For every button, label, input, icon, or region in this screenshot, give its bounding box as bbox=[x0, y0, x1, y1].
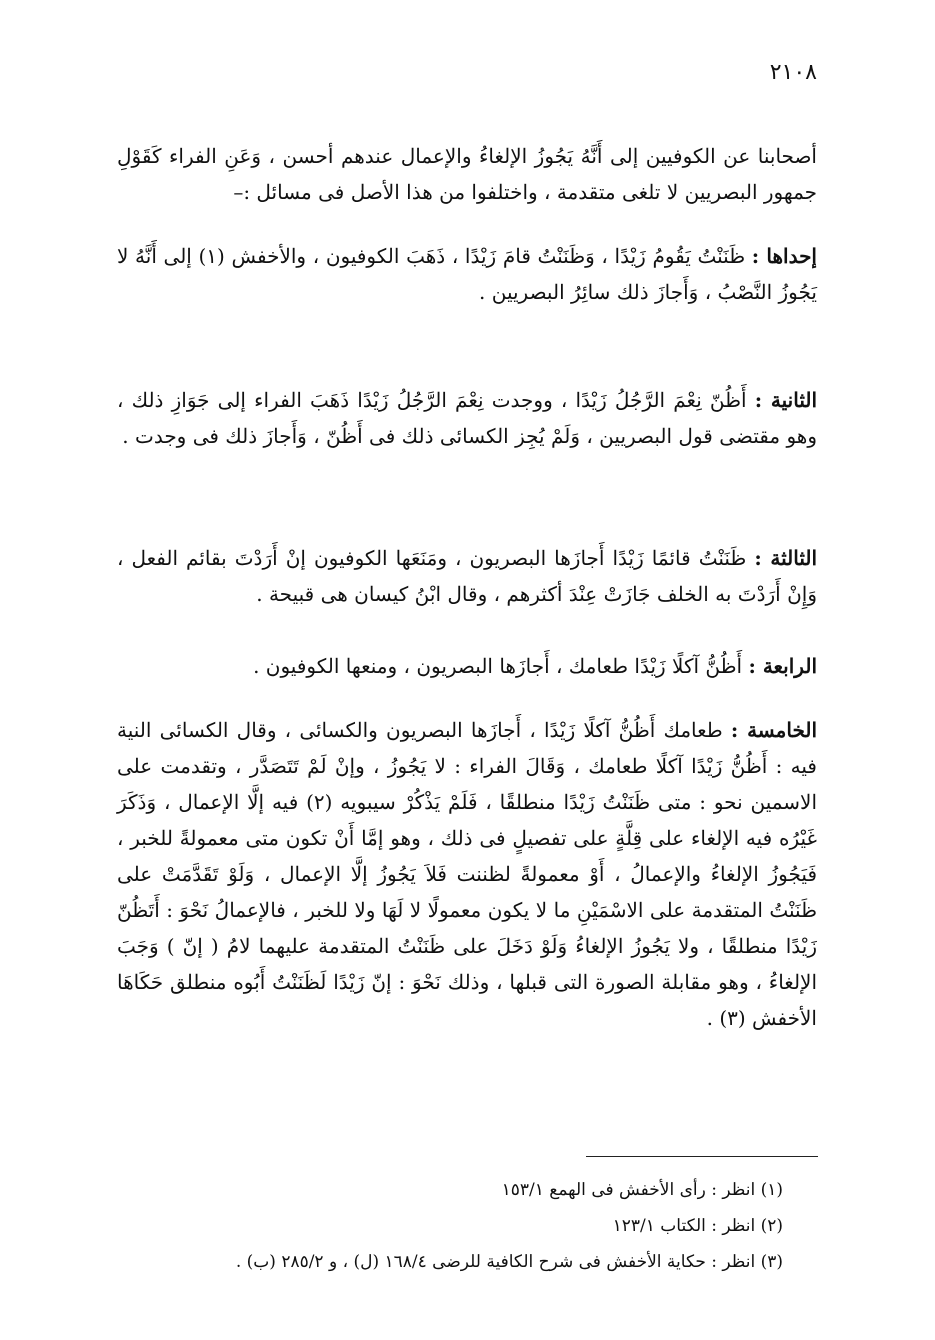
issue-heading-first: إحداها : bbox=[751, 244, 817, 268]
issue-heading-fourth: الرابعة : bbox=[748, 654, 817, 678]
footnote-3: (٣) انظر : حكاية الأخفش فى شرح الكافية للرضى ١٦٨/٤ (ل) ، و ٢٨٥/٢ (ب) . bbox=[235, 1252, 783, 1272]
paragraph-third-issue bbox=[117, 540, 817, 612]
paragraph-second-issue bbox=[117, 382, 817, 454]
issue-heading-fifth: الخامسة : bbox=[730, 718, 818, 742]
issue-heading-third: الثالثة : bbox=[754, 546, 817, 570]
page-number: ٢١٠٨ bbox=[769, 60, 817, 85]
paragraph-fifth-issue bbox=[117, 712, 817, 1036]
footnote-divider bbox=[586, 1156, 818, 1157]
paragraph-text: طعامك أَظُنُّ آكلًا زَيْدًا ، أَجازَها البصريون والكسائى ، وقال الكسائى النية فيه : أَظُنُّ زَيْدًا آكلًا طعامك ، وَقَالَ الفراء : لا يَجُوزُ ، وإنْ لَمْ تَتَصَدَّر ، وتقدمت على الاسمين نحو : متى ظَنَنْتُ زَيْدًا منطلقًا ، فَلَمْ يَذْكُرْ سيبويه (٢) فيه إلَّا الإعمال ، وَذَكَرَ غَيْرُه فيه الإلغاء على قِلَّةٍ على تفصيلٍ فى ذلك ، وهو إمَّا أَنْ تكون متى معمولةً للخبر ، فَيَجُوزُ الإلغاءُ والإعمالُ ، أَوْ معمولةً لظننت فَلاَ يَجُوزُ إلَّا الإعمال ، وَلَوْ تَقَدَّمَتْ على ظَنَنْتُ المتقدمة على الاسْمَيْنِ ما لا يكون معمولًا لا لَهَا ولا للخبر ، فالإعمالُ نَحْوَ : أَتَظُنّ زَيْدًا منطلقًا ، ولا يَجُوزُ الإلغاءُ وَلَوْ دَخَلَ على ظَنَنْتُ المتقدمة عليهما لامُ ( إنّ ) وَجَبَ الإلغاءُ ، وهو مقابلة الصورة التى قبلها ، وذلك نَحْوَ : إنّ زَيْدًا لَظَنَنْتُ أَبُوه منطلق حَكَاهَا الأخفش (٣) . bbox=[117, 718, 818, 1030]
paragraph-fourth-issue bbox=[117, 648, 817, 684]
paragraph-text: ظَنَنْتُ قائمًا زَيْدًا أَجازَها البصريون ، ومَنَعَها الكوفيون إنْ أَرَدْتَ بقائم الفعل ، وَإِنْ أَرَدْتَ به الخلف جَازَتْ عِنْدَ أكثرهم ، وقال ابْنُ كيسان هى قبيحة . bbox=[117, 546, 817, 606]
paragraph-text: أصحابنا عن الكوفيين إلى أَنَّهُ يَجُوزُ الإلغاءُ والإعمال عندهم أحسن ، وَعَنِ الفراء كَقَوْلِ جمهور البصريين لا تلغى متقدمة ، واختلفوا من هذا الأصل فى مسائل :– bbox=[117, 144, 817, 204]
footnote-1: (١) انظر : رأى الأخفش فى الهمع ١٥٣/١ bbox=[501, 1180, 783, 1200]
paragraph-text: ظَنَنْتُ يَقُومُ زَيْدًا ، وَظَنَنْتُ قامَ زَيْدًا ، ذَهَبَ الكوفيون ، والأخفش (١) إلى أَنَّهُ لا يَجُوزُ النَّصْبُ ، وَأَجازَ ذلك سائِرُ البصريين . bbox=[117, 244, 817, 304]
footnote-2: (٢) انظر : الكتاب ١٢٣/١ bbox=[612, 1216, 783, 1236]
paragraph-intro bbox=[117, 138, 817, 210]
paragraph-first-issue bbox=[117, 238, 817, 310]
footnotes bbox=[123, 1172, 783, 1280]
issue-heading-second: الثانية : bbox=[754, 388, 818, 412]
paragraph-text: أَظُنّ نِعْمَ الرَّجُلُ زَيْدًا ، ووجدت نِعْمَ الرَّجُلُ زَيْدًا ذَهَبَ الفراء إلى جَوَازِ ذلك ، وهو مقتضى قول البصريين ، وَلَمْ يُجِز الكسائى ذلك فى أَظُنّ ، وَأَجازَ ذلك فى وجدت . bbox=[117, 388, 817, 448]
paragraph-text: أَظُنُّ آكلًا زَيْدًا طعامك ، أَجازَها البصريون ، ومنعها الكوفيون . bbox=[253, 654, 743, 678]
